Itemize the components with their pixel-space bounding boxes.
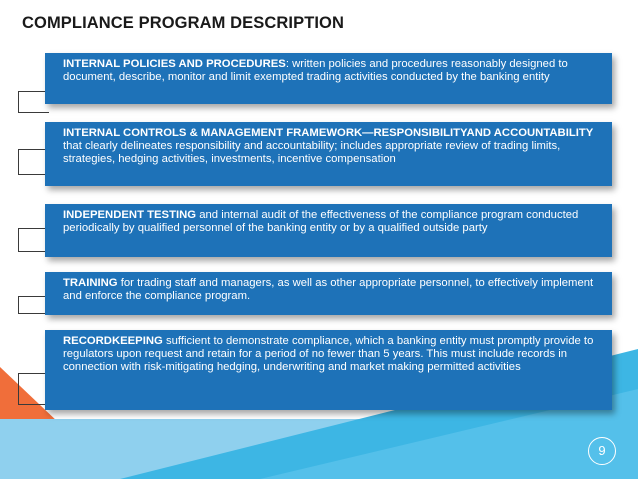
item-heading: INDEPENDENT TESTING xyxy=(63,209,197,221)
item-body: that clearly delineates responsibility and accountability; includes appropriate review of trading limits, strategies, hedging activities, investments, incentive compensation xyxy=(63,140,561,166)
slide-title: COMPLIANCE PROGRAM DESCRIPTION xyxy=(22,14,345,32)
item-heading: RECORDKEEPING xyxy=(63,335,163,347)
item-body: sufficient to demonstrate compliance, which a banking entity must promptly provide to regulators upon request and retain for a period of no fewer than 5 years. This must include records in connection with risk-mitigating hedging, underwriting and market making permitted activities xyxy=(63,335,594,374)
item-box-policies xyxy=(45,53,612,104)
item-box-training xyxy=(45,272,612,315)
item-body: : written policies and procedures reasonably designed to document, describe, monitor and limit exempted trading activities conducted by the banking entity xyxy=(63,58,568,84)
item-box-testing xyxy=(45,204,612,257)
item-body: for trading staff and managers, as well as other appropriate personnel, to effectively implement and enforce the compliance program. xyxy=(63,277,594,303)
item-heading: INTERNAL CONTROLS & MANAGEMENT FRAMEWORK—RESPONSIBILITYAND ACCOUNTABILITY xyxy=(63,127,594,139)
item-box-recordkeeping xyxy=(45,330,612,410)
item-heading: TRAINING xyxy=(63,277,118,289)
item-body: and internal audit of the effectiveness of the compliance program conducted periodically by qualified personnel of the banking entity or by a qualified outside party xyxy=(63,209,579,235)
page-number: 9 xyxy=(588,437,616,465)
item-heading: INTERNAL POLICIES AND PROCEDURES xyxy=(63,58,286,70)
item-box-controls xyxy=(45,122,612,186)
